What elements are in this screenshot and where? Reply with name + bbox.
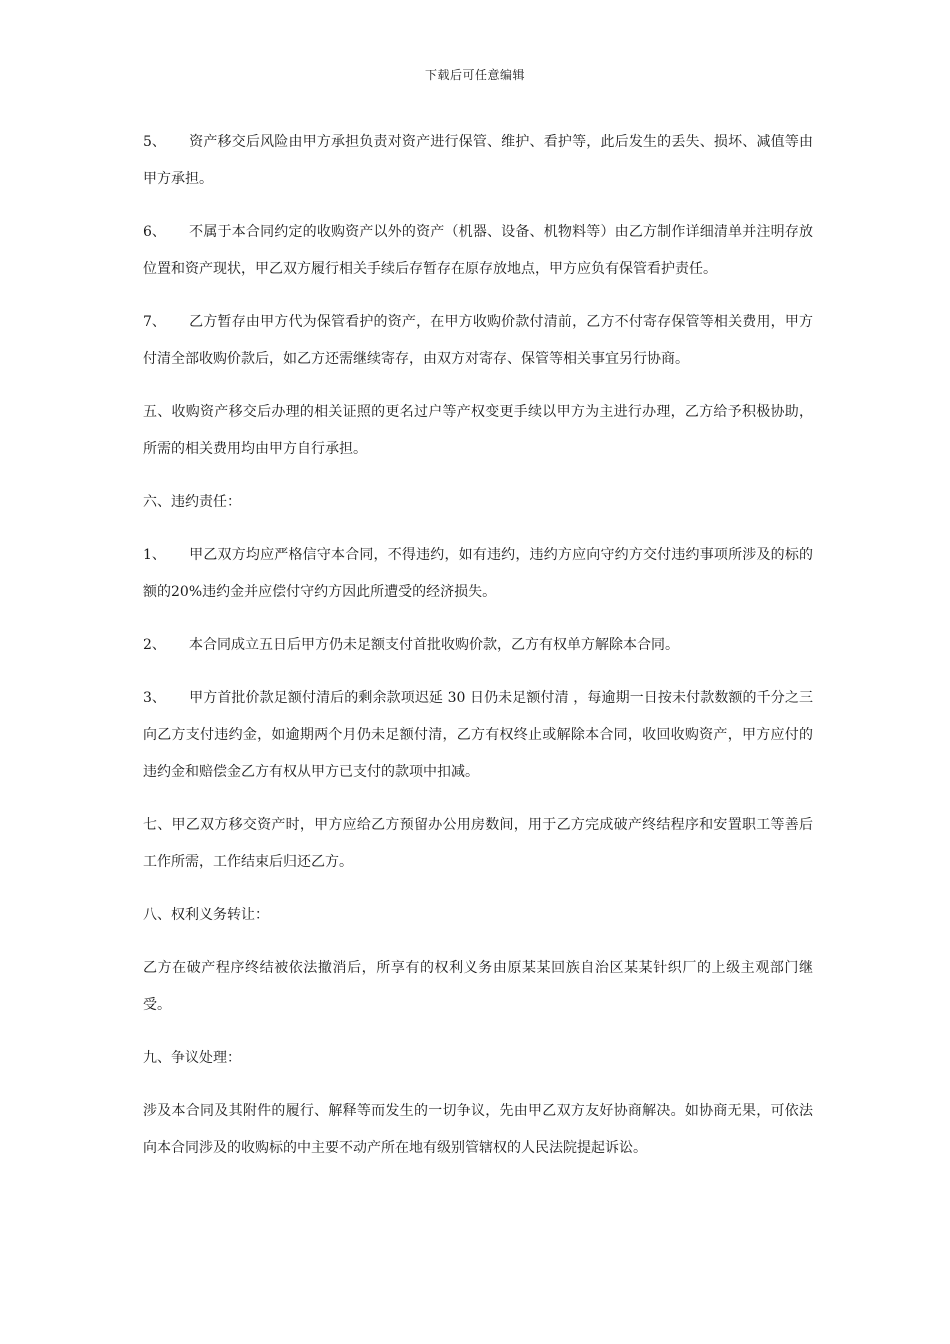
paragraph-text: 本合同成立五日后甲方仍未足额支付首批收购价款，乙方有权单方解除本合同。: [189, 637, 679, 653]
section-six-heading: [143, 484, 813, 521]
section-heading: 九、争议处理：: [143, 1050, 241, 1066]
section-eight-body: [143, 950, 813, 1024]
item-number: 6、: [143, 224, 166, 240]
paragraph-text: 资产移交后风险由甲方承担负责对资产进行保管、维护、看护等，此后发生的丢失、损坏、减值等由甲方承担。: [143, 134, 813, 187]
item-number: 5、: [143, 134, 166, 150]
section-nine-body: [143, 1093, 813, 1167]
paragraph-item-1: [143, 537, 813, 611]
paragraph-item-6: [143, 214, 813, 288]
section-nine-heading: [143, 1040, 813, 1077]
paragraph-item-3: [143, 680, 813, 791]
paragraph-text: 甲方首批价款足额付清后的剩余款项迟延 30 日仍未足额付清 ，每逾期一日按未付款数额的千分之三向乙方支付违约金，如逾期两个月仍未足额付清，乙方有权终止或解除本合同，收回收购资产，甲方应付的违约金和赔偿金乙方有权从甲方已支付的款项中扣减。: [143, 690, 813, 780]
paragraph-item-5: [143, 124, 813, 198]
section-heading: 六、违约责任：: [143, 494, 241, 510]
paragraph-text: 乙方在破产程序终结被依法撤消后，所享有的权利义务由原某某回族自治区某某针织厂的上级主观部门继受。: [143, 960, 813, 1013]
paragraph-text: 甲乙双方均应严格信守本合同，不得违约，如有违约，违约方应向守约方交付违约事项所涉及的标的额的20%违约金并应偿付守约方因此所遭受的经济损失。: [143, 547, 813, 600]
paragraph-text: 七、甲乙双方移交资产时，甲方应给乙方预留办公用房数间，用于乙方完成破产终结程序和安置职工等善后工作所需，工作结束后归还乙方。: [143, 817, 813, 870]
paragraph-item-2: [143, 627, 813, 664]
item-number: 3、: [143, 690, 166, 706]
section-seven: [143, 807, 813, 881]
paragraph-text: 不属于本合同约定的收购资产以外的资产（机器、设备、机物料等）由乙方制作详细清单并注明存放位置和资产现状，甲乙双方履行相关手续后存暂存在原存放地点，甲方应负有保管看护责任。: [143, 224, 813, 277]
paragraph-text: 涉及本合同及其附件的履行、解释等而发生的一切争议，先由甲乙双方友好协商解决。如协商无果，可依法向本合同涉及的收购标的中主要不动产所在地有级别管辖权的人民法院提起诉讼。: [143, 1103, 813, 1156]
paragraph-text: 乙方暂存由甲方代为保管看护的资产，在甲方收购价款付清前，乙方不付寄存保管等相关费用，甲方付清全部收购价款后，如乙方还需继续寄存，由双方对寄存、保管等相关事宜另行协商。: [143, 314, 813, 367]
section-five: [143, 394, 813, 468]
section-eight-heading: [143, 897, 813, 934]
item-number: 1、: [143, 547, 166, 563]
item-number: 2、: [143, 637, 166, 653]
paragraph-item-7: [143, 304, 813, 378]
section-heading: 八、权利义务转让：: [143, 907, 269, 923]
item-number: 7、: [143, 314, 166, 330]
document-body: [143, 124, 813, 1183]
paragraph-text: 五、收购资产移交后办理的相关证照的更名过户等产权变更手续以甲方为主进行办理，乙方给予积极协助，所需的相关费用均由甲方自行承担。: [143, 404, 813, 457]
page-header: 下载后可任意编辑: [424, 68, 525, 82]
